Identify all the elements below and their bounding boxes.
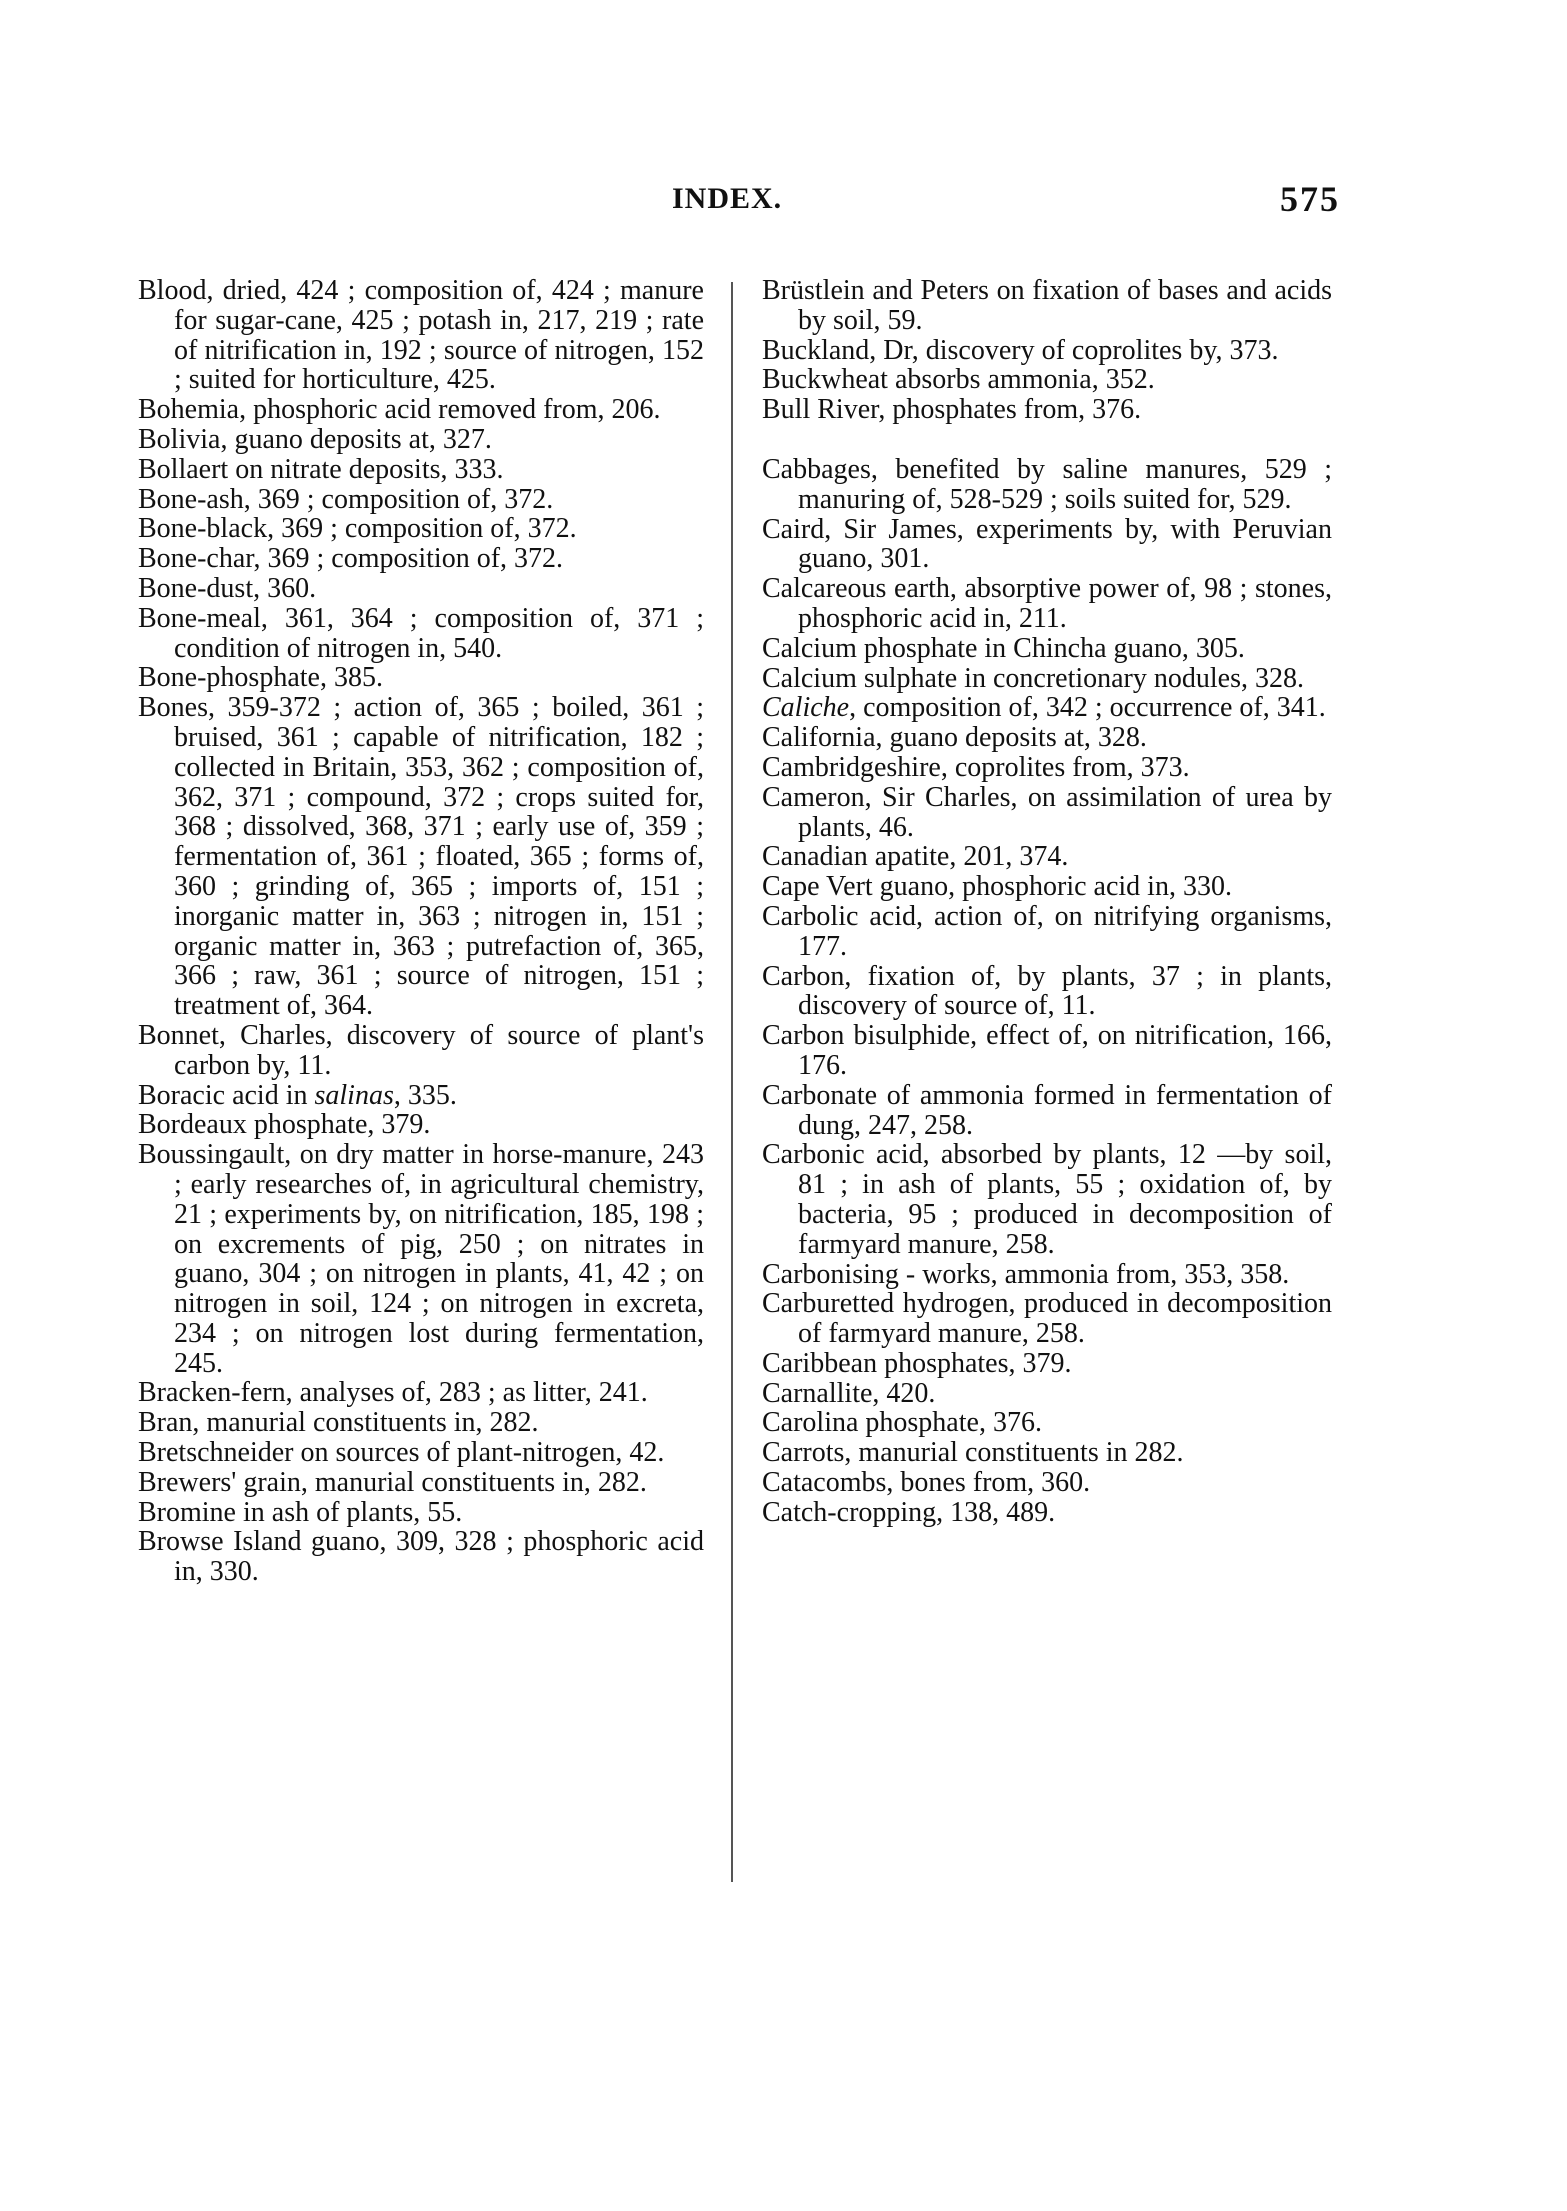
index-entry: Blood, dried, 424 ; composition of, 424 ; manure for sugar-cane, 425 ; potash in, 217, 219 ; rate of nitrification in, 192 ; source of nitrogen, 152 ; suited for horticulture, 425. bbox=[138, 275, 704, 396]
entry-italic: Caliche bbox=[762, 692, 850, 724]
index-entry: Brüstlein and Peters on fixation of bases and acids by soil, 59. bbox=[762, 275, 1332, 336]
column-divider bbox=[731, 282, 733, 1882]
index-entry: Bone-black, 369 ; composition of, 372. bbox=[138, 513, 577, 545]
index-entry: Caribbean phosphates, 379. bbox=[762, 1347, 1072, 1379]
index-entry: California, guano deposits at, 328. bbox=[762, 722, 1147, 754]
entry-text: Boracic acid in bbox=[138, 1079, 315, 1111]
index-entry: Bones, 359-372 ; action of, 365 ; boiled, 361 ; bruised, 361 ; capable of nitrification, 182 ; collected in Britain, 353, 362 ; composition of, 362, 371 ; compound, 372 ; crops suited for, 368 ; dissolved, 368, 371 ; early use of, 359 ; fermentation of, 361 ; floated, 365 ; forms of, 360 ; grinding of, 365 ; imports of, 151 ; inorganic matter in, 363 ; nitrogen in, 151 ; organic matter in, 363 ; putrefaction of, 365, 366 ; raw, 361 ; source of nitrogen, 151 ; treatment of, 364. bbox=[138, 692, 704, 1022]
index-entry: Bordeaux phosphate, 379. bbox=[138, 1109, 431, 1141]
index-entry bbox=[762, 693, 1332, 723]
index-entry: Carbonising - works, ammonia from, 353, 358. bbox=[762, 1258, 1290, 1290]
index-entry: Bone-meal, 361, 364 ; composition of, 371 ; condition of nitrogen in, 540. bbox=[138, 602, 704, 664]
index-entry: Bone-phosphate, 385. bbox=[138, 662, 383, 694]
index-entry: Calcareous earth, absorptive power of, 98 ; stones, phosphoric acid in, 211. bbox=[762, 573, 1332, 634]
index-entry: Cambridgeshire, coprolites from, 373. bbox=[762, 751, 1190, 783]
index-entry: Bromine in ash of plants, 55. bbox=[138, 1496, 463, 1528]
entry-text: , composition of, 342 ; occurrence of, 341. bbox=[849, 692, 1326, 724]
index-entry: Bone-ash, 369 ; composition of, 372. bbox=[138, 483, 554, 515]
index-entry: Boussingault, on dry matter in horse-manure, 243 ; early researches of, in agricultural chemistry, 21 ; experiments by, on nitrification, 185, 198 ; on excrements of pig, 250 ; on nitrates in guano, 304 ; on nitrogen in plants, 41, 42 ; on nitrogen in soil, 124 ; on nitrogen in excreta, 234 ; on nitrogen lost during fermentation, 245. bbox=[138, 1139, 704, 1379]
index-entry: Caird, Sir James, experiments by, with Peruvian guano, 301. bbox=[762, 513, 1332, 575]
index-entry: Carnallite, 420. bbox=[762, 1377, 936, 1409]
index-entry: Cameron, Sir Charles, on assimilation of urea by plants, 46. bbox=[762, 781, 1332, 843]
index-entry: Cabbages, benefited by saline manures, 529 ; manuring of, 528-529 ; soils suited for, 529. bbox=[762, 453, 1332, 515]
left-column bbox=[138, 276, 704, 1587]
index-entry: Bonnet, Charles, discovery of source of plant's carbon by, 11. bbox=[138, 1019, 704, 1081]
index-entry: Canadian apatite, 201, 374. bbox=[762, 841, 1069, 873]
index-entry: Cape Vert guano, phosphoric acid in, 330. bbox=[762, 871, 1232, 903]
entry-text: , 335. bbox=[393, 1079, 457, 1111]
index-entry: Brewers' grain, manurial constituents in, 282. bbox=[138, 1466, 647, 1498]
index-entry: Carbonic acid, absorbed by plants, 12 —by soil, 81 ; in ash of plants, 55 ; oxidation of, by bacteria, 95 ; produced in decomposition of farmyard manure, 258. bbox=[762, 1139, 1332, 1260]
index-entry: Carrots, manurial constituents in 282. bbox=[762, 1437, 1184, 1469]
index-entry: Browse Island guano, 309, 328 ; phosphoric acid in, 330. bbox=[138, 1526, 704, 1588]
index-entry bbox=[138, 1081, 704, 1111]
index-entry: Bracken-fern, analyses of, 283 ; as litter, 241. bbox=[138, 1377, 648, 1409]
index-entry: Bolivia, guano deposits at, 327. bbox=[138, 423, 492, 455]
page-number: 575 bbox=[1280, 179, 1340, 219]
index-entry: Bran, manurial constituents in, 282. bbox=[138, 1407, 539, 1439]
index-entry: Bull River, phosphates from, 376. bbox=[762, 394, 1142, 426]
index-entry: Carbolic acid, action of, on nitrifying organisms, 177. bbox=[762, 900, 1332, 962]
index-entry: Bone-dust, 360. bbox=[138, 572, 317, 604]
index-entry: Bollaert on nitrate deposits, 333. bbox=[138, 453, 504, 485]
page-header bbox=[140, 179, 1340, 232]
index-entry: Carbonate of ammonia formed in fermentation of dung, 247, 258. bbox=[762, 1079, 1332, 1141]
index-entry: Carolina phosphate, 376. bbox=[762, 1407, 1042, 1439]
index-entry: Carbon bisulphide, effect of, on nitrification, 166, 176. bbox=[762, 1020, 1332, 1081]
index-entry: Bretschneider on sources of plant-nitrogen, 42. bbox=[138, 1437, 665, 1469]
index-entry: Carbon, fixation of, by plants, 37 ; in plants, discovery of source of, 11. bbox=[762, 960, 1332, 1022]
index-entry: Buckwheat absorbs ammonia, 352. bbox=[762, 364, 1155, 396]
page-title: INDEX. bbox=[672, 182, 783, 215]
index-entry: Calcium phosphate in Chincha guano, 305. bbox=[762, 632, 1245, 664]
index-entry: Catch-cropping, 138, 489. bbox=[762, 1496, 1056, 1528]
right-column bbox=[762, 276, 1332, 1528]
index-entry: Bohemia, phosphoric acid removed from, 206. bbox=[138, 394, 661, 426]
index-entry: Calcium sulphate in concretionary nodules, 328. bbox=[762, 662, 1304, 694]
index-entry: Bone-char, 369 ; composition of, 372. bbox=[138, 543, 564, 575]
index-entry: Buckland, Dr, discovery of coprolites by, 373. bbox=[762, 334, 1279, 366]
index-entry: Carburetted hydrogen, produced in decomposition of farmyard manure, 258. bbox=[762, 1288, 1332, 1350]
index-entry: Catacombs, bones from, 360. bbox=[762, 1467, 1091, 1499]
entry-italic: salinas bbox=[314, 1079, 394, 1111]
